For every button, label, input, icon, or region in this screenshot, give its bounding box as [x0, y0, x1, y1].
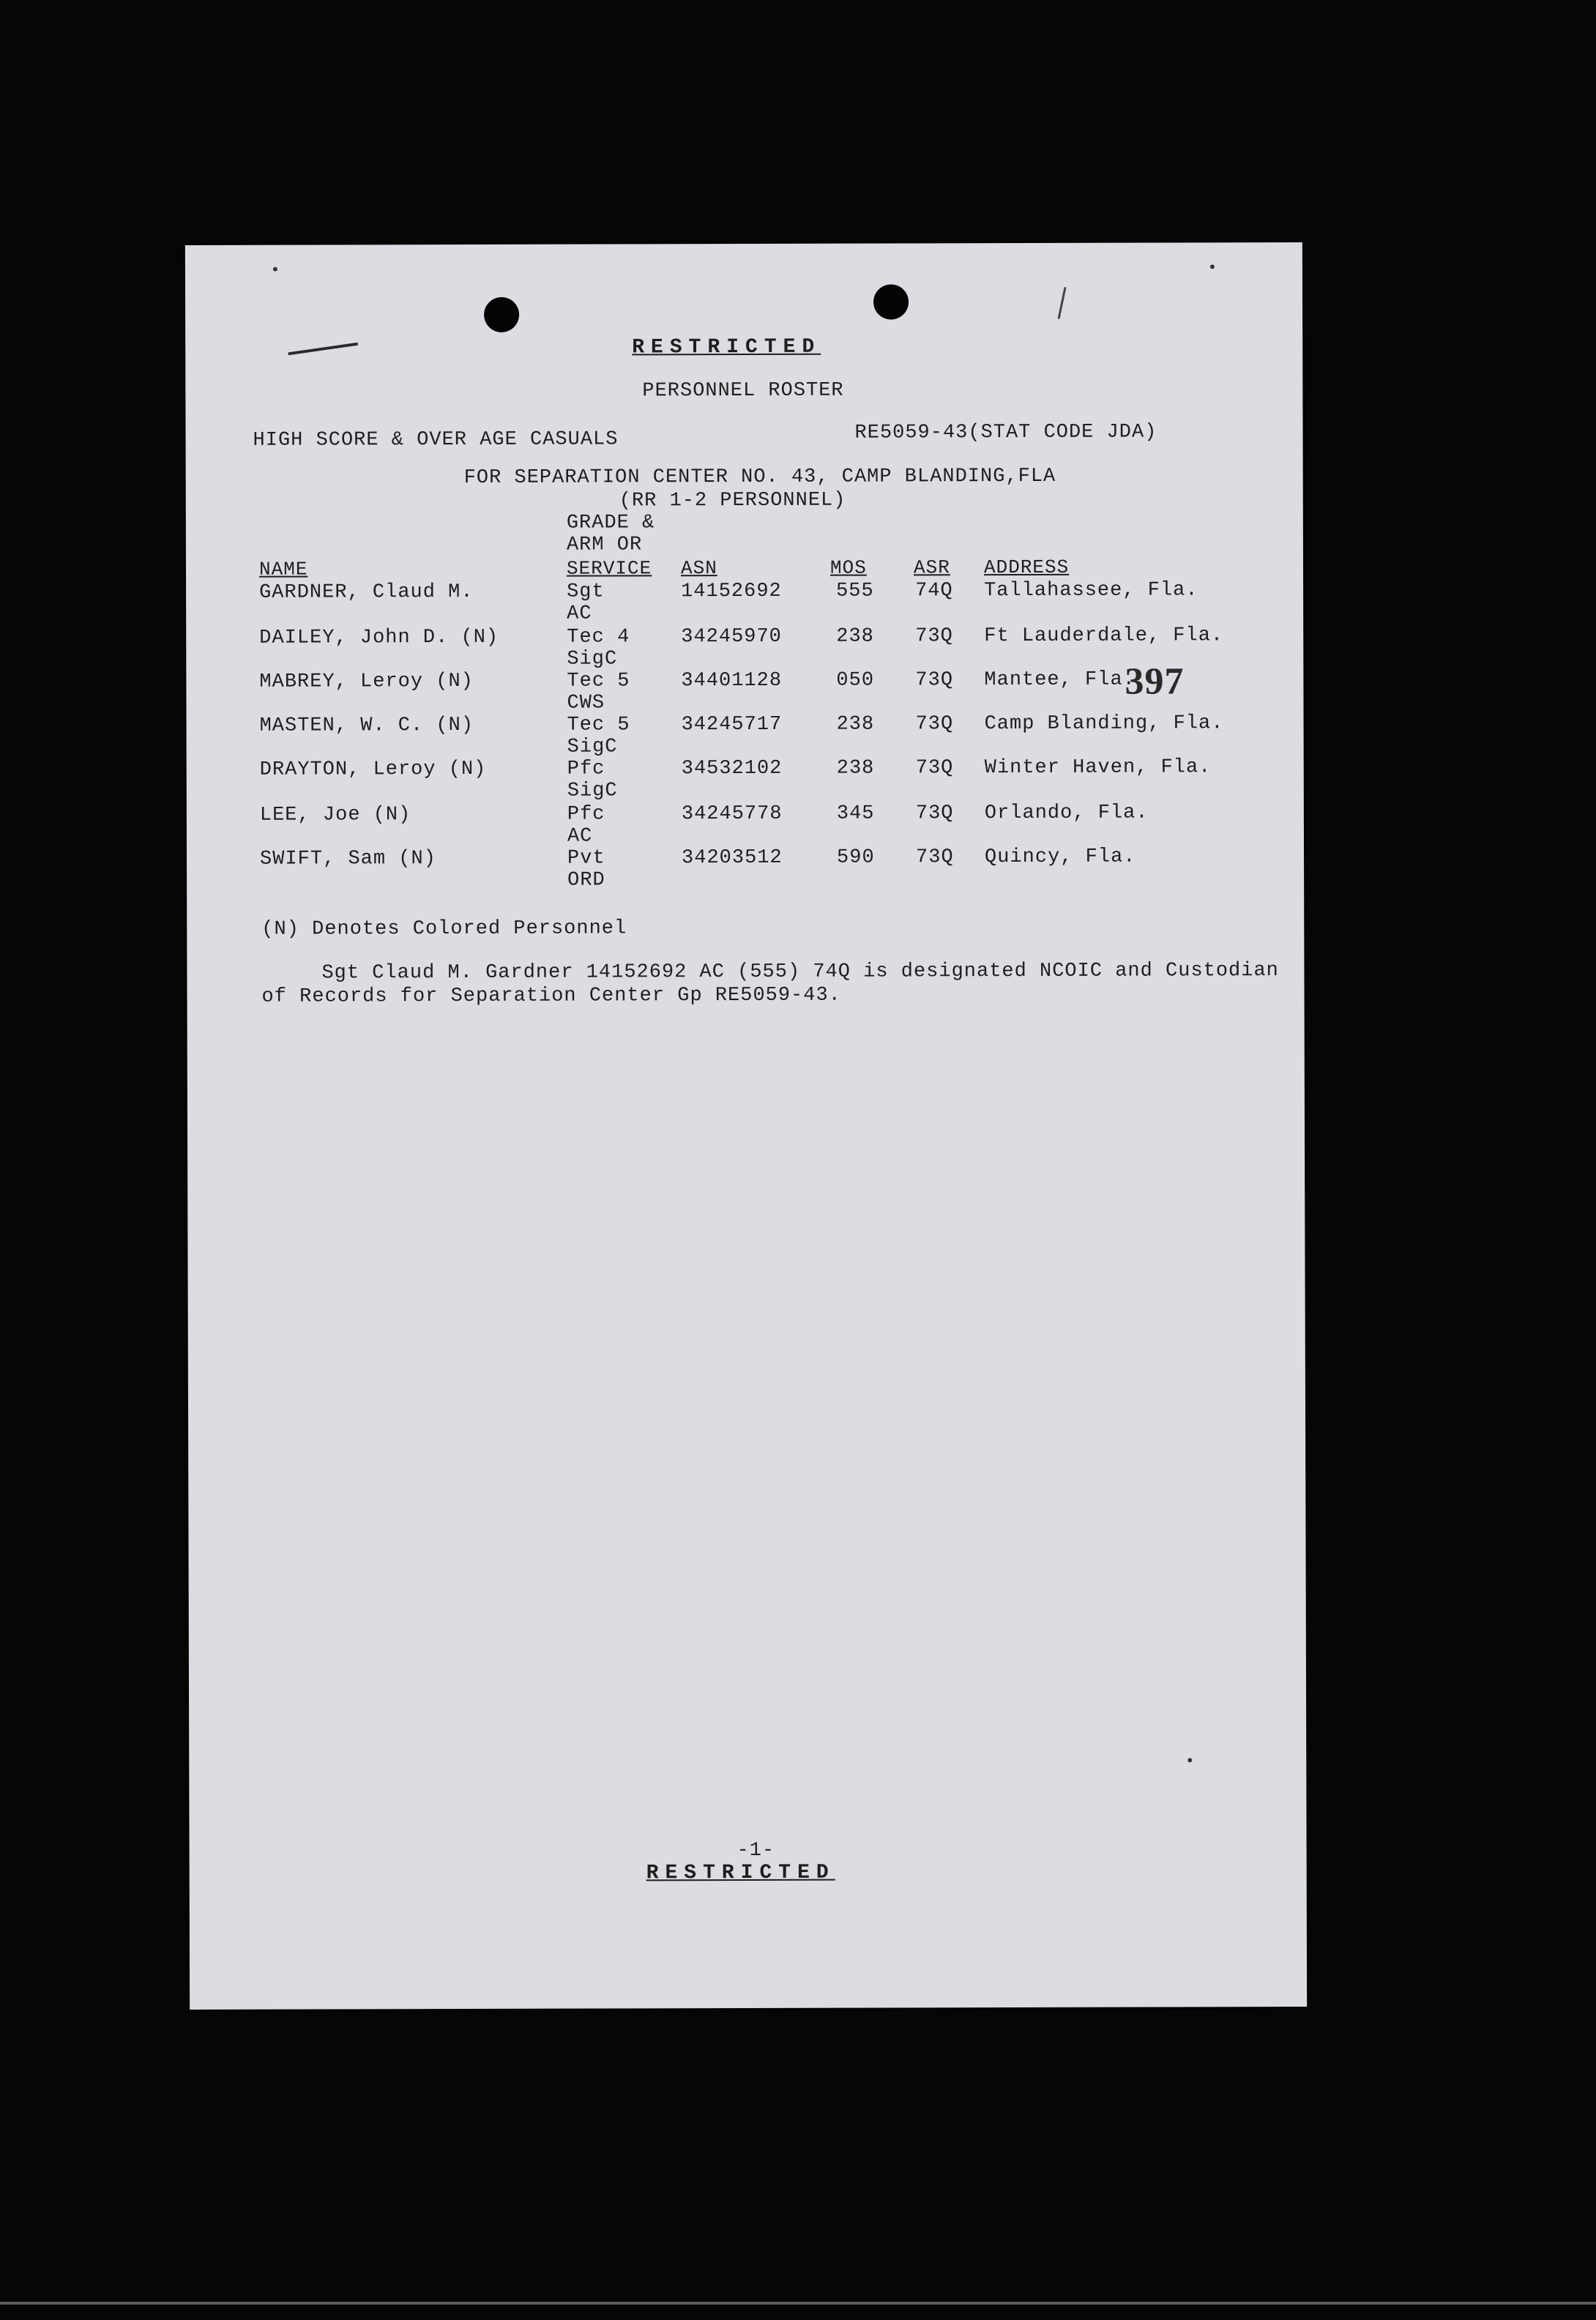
row-asr: 73Q: [916, 846, 954, 869]
header-address: ADDRESS: [983, 556, 1070, 579]
row-mos: 238: [836, 713, 875, 736]
row-mos: 238: [836, 757, 875, 780]
row-arm: CWS: [567, 692, 605, 715]
row-address: Winter Haven, Fla.: [984, 756, 1212, 780]
designation-note-line2: of Records for Separation Center Gp RE5059-43.: [261, 984, 841, 1008]
header-asn: ASN: [680, 557, 717, 580]
page-stamp-number: 397: [1125, 660, 1185, 703]
row-mos: 050: [836, 669, 875, 692]
punch-hole-left: [484, 297, 519, 332]
row-grade: Tec 4: [567, 626, 630, 649]
classification-top: RESTRICTED: [632, 335, 821, 359]
row-grade: Tec 5: [567, 714, 630, 736]
row-name: DRAYTON, Leroy (N): [259, 758, 487, 781]
header-name: NAME: [258, 558, 308, 581]
row-mos: 345: [836, 802, 875, 825]
destination: FOR SEPARATION CENTER NO. 43, CAMP BLANDING,FLA: [463, 465, 1056, 490]
classification-bottom: RESTRICTED: [646, 1861, 835, 1885]
footnote: (N) Denotes Colored Personnel: [261, 917, 627, 941]
header-grade-line3: SERVICE: [566, 557, 652, 580]
row-mos: 555: [836, 580, 874, 603]
pencil-mark: [288, 343, 358, 356]
row-address: Orlando, Fla.: [984, 802, 1149, 825]
punch-hole-right: [873, 284, 909, 319]
header-asr: ASR: [913, 556, 950, 579]
row-address: Ft Lauderdale, Fla.: [984, 624, 1224, 648]
speck: [1187, 1758, 1192, 1762]
row-name: LEE, Joe (N): [259, 804, 411, 827]
row-arm: ORD: [567, 869, 605, 892]
row-grade: Pfc: [567, 758, 605, 780]
row-arm: SigC: [567, 736, 618, 758]
row-arm: SigC: [567, 648, 618, 671]
row-asn: 34245970: [681, 625, 782, 649]
row-asn: 34401128: [681, 669, 783, 693]
row-address: Tallahassee, Fla.: [984, 579, 1198, 603]
row-grade: Tec 5: [567, 670, 630, 693]
row-address: Quincy, Fla.: [985, 846, 1136, 869]
row-name: DAILEY, John D. (N): [259, 626, 499, 649]
row-name: MASTEN, W. C. (N): [259, 714, 474, 737]
row-grade: Pvt: [567, 847, 605, 870]
header-mos: MOS: [829, 556, 867, 579]
row-asr: 73Q: [915, 669, 954, 692]
document-title: PERSONNEL ROSTER: [642, 379, 844, 403]
row-asr: 74Q: [915, 580, 953, 603]
row-name: MABREY, Leroy (N): [259, 670, 474, 693]
scanner-edge-line: [0, 2302, 1596, 2305]
row-name: SWIFT, Sam (N): [260, 848, 436, 870]
pencil-tick: [1058, 287, 1067, 319]
row-asn: 14152692: [681, 580, 782, 603]
speck: [1210, 264, 1215, 269]
speck: [273, 267, 277, 272]
row-mos: 238: [836, 625, 874, 648]
row-name: GARDNER, Claud M.: [259, 581, 474, 604]
subtitle: (RR 1-2 PERSONNEL): [619, 489, 846, 512]
row-asn: 34245717: [681, 713, 783, 736]
row-arm: AC: [567, 825, 593, 848]
row-mos: 590: [837, 846, 875, 869]
row-asn: 34203512: [682, 846, 783, 870]
row-address: Camp Blanding, Fla.: [984, 712, 1224, 736]
designation-note-line1: Sgt Claud M. Gardner 14152692 AC (555) 74Q is designated NCOIC and Custodian: [321, 960, 1279, 985]
group-code: RE5059-43(STAT CODE JDA): [854, 421, 1157, 444]
row-grade: Pfc: [567, 803, 605, 826]
row-asr: 73Q: [915, 625, 953, 648]
row-asr: 73Q: [915, 802, 954, 825]
header-grade-line2: ARM OR: [566, 534, 643, 556]
row-arm: SigC: [567, 780, 618, 802]
row-asn: 34245778: [681, 802, 783, 826]
header-grade-line1: GRADE &: [566, 512, 655, 534]
page-number: -1-: [737, 1839, 775, 1862]
row-asn: 34532102: [681, 757, 783, 780]
roster-page: [185, 242, 1307, 2010]
row-address: Mantee, Fla.: [984, 668, 1136, 692]
row-asr: 73Q: [915, 713, 954, 736]
row-arm: AC: [567, 603, 592, 625]
row-asr: 73Q: [915, 757, 954, 780]
row-grade: Sgt: [567, 581, 605, 603]
group-name: HIGH SCORE & OVER AGE CASUALS: [253, 428, 619, 452]
